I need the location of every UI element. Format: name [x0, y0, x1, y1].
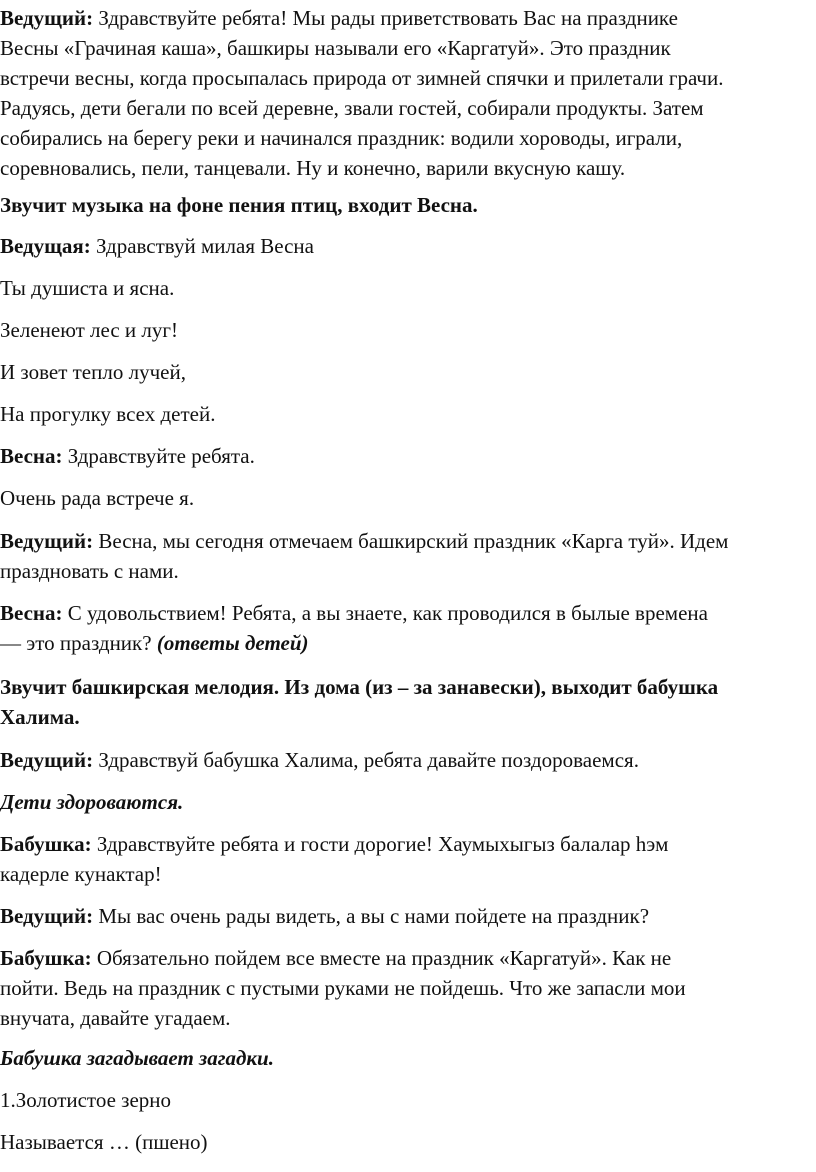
paragraph-speech: Весна: С удовольствием! Ребята, а вы знаете, как проводился в былые времена — это праздник? (ответы детей): [0, 601, 708, 655]
speaker-label: Бабушка:: [0, 832, 92, 856]
stage-direction: Звучит музыка на фоне пения птиц, входит Весна.: [0, 193, 478, 217]
line: соревновались, пели, танцевали. Ну и конечно, варили вкусную кашу.: [0, 156, 626, 180]
verse-line: Зеленеют лес и луг!: [0, 318, 179, 342]
paragraph-speech: Весна: Здравствуйте ребята.: [0, 444, 255, 468]
stage-direction: Дети здороваются.: [0, 790, 184, 814]
line: Ведущий: Здравствуйте ребята! Мы рады приветствовать Вас на празднике: [0, 6, 678, 30]
speaker-label: Бабушка:: [0, 946, 92, 970]
paragraph-speech: Бабушка: Обязательно пойдем все вместе на праздник «Каргатуй». Как не пойти. Ведь на праздник с пустыми руками не пойдешь. Что же запасли мои внучата, давайте угадаем.: [0, 946, 686, 1030]
verse-line: Очень рада встрече я.: [0, 486, 195, 510]
verse-line: Ты душиста и ясна.: [0, 276, 175, 300]
stage-direction: Бабушка загадывает загадки.: [0, 1046, 274, 1070]
line: Радуясь, дети бегали по всей деревне, звали гостей, собирали продукты. Затем: [0, 96, 704, 120]
paragraph-speech: Ведущий: Мы вас очень рады видеть, а вы с нами пойдете на праздник?: [0, 904, 650, 928]
paragraph-speech: Ведущий: Здравствуй бабушка Халима, ребята давайте поздороваемся.: [0, 748, 639, 772]
paragraph-speech: Бабушка: Здравствуйте ребята и гости дорогие! Хаумыхыгыз балалар һэм кадерле кунактар!: [0, 832, 669, 886]
paragraph-speech: Ведущая: Здравствуй милая Весна: [0, 234, 314, 258]
speaker-label: Ведущий:: [0, 6, 94, 30]
riddle-line: 1.Золотистое зерно: [0, 1088, 172, 1112]
line: встречи весны, когда просыпалась природа от зимней спячки и прилетали грачи.: [0, 66, 724, 90]
speaker-label: Ведущий:: [0, 748, 94, 772]
paragraph-speech: Ведущий: Весна, мы сегодня отмечаем башкирский праздник «Карга туй». Идем праздновать с нами.: [0, 529, 729, 583]
stage-direction: Звучит башкирская мелодия. Из дома (из – за занавески), выходит бабушка Халима.: [0, 675, 719, 729]
speaker-label: Ведущая:: [0, 234, 91, 258]
line: собирались на берегу реки и начинался праздник: водили хороводы, играли,: [0, 126, 683, 150]
speaker-label: Ведущий:: [0, 529, 94, 553]
riddle-line: Называется … (пшено): [0, 1130, 208, 1154]
paragraph-intro: [0, 3, 723, 183]
speaker-label: Ведущий:: [0, 904, 94, 928]
line: Весны «Грачиная каша», башкиры называли его «Каргатуй». Это праздник: [0, 36, 671, 60]
stage-note: (ответы детей): [156, 631, 309, 655]
speaker-label: Весна:: [0, 444, 63, 468]
verse-line: На прогулку всех детей.: [0, 402, 216, 426]
verse-line: И зовет тепло лучей,: [0, 360, 186, 384]
speaker-label: Весна:: [0, 601, 63, 625]
